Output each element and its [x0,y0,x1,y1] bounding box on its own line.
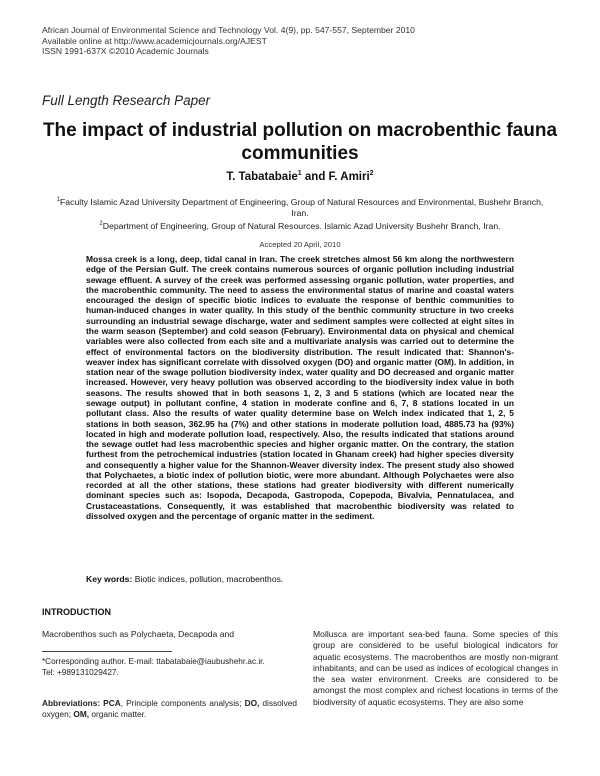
author-list [40,170,560,183]
affiliation-1-mark: 1 [56,197,60,203]
keywords [86,574,514,584]
journal-header [42,25,415,57]
journal-citation: African Journal of Environmental Science and Technology Vol. 4(9), pp. 547-557, September 2010 [42,25,415,35]
introduction-right-column: Mollusca are important sea-bed fauna. Some species of this group are considered to be useful biological indicators for aquatic ecosystems. The macrobenthos are mostly non-migrant inhabitants, and can be used as indices of ecological changes in the sea water environment. Creeks are considered to be amongst the most complex and richest locations in terms of the biodiversity of aquatic ecosystems. They are also some [313,629,558,707]
abbreviations-label: Abbreviations: [42,698,101,708]
introduction-left-column: Macrobenthos such as Polychaeta, Decapoda and [42,629,235,639]
footnote-phone: Tel: +989131029427. [42,667,119,677]
abbreviations [42,698,297,721]
author-1: T. Tabatabaie [226,170,298,183]
abbr-do-definition: dissolved oxygen; [42,698,297,720]
abbr-pca-definition: , Principle components analysis; [120,698,242,708]
author-separator: and [301,170,329,183]
abbr-pca: PCA [103,698,121,708]
affiliation-1-text: Faculty Islamic Azad University Department of Engineering, Group of Natural Resources and Environmental, Bushehr Branch, Iran. [59,196,544,218]
online-availability: Available online at http://www.academicjournals.org/AJEST [42,35,267,46]
affiliation-1 [52,195,548,219]
abbr-om: OM, [73,709,90,720]
author-2-affil-mark: 2 [369,170,374,177]
introduction-heading: INTRODUCTION [42,607,111,617]
author-1-affil-mark: 1 [297,170,302,177]
issn-line: ISSN 1991-637X ©2010 Academic Journals [42,46,209,57]
paper-type: Full Length Research Paper [42,93,211,108]
corresponding-author-footnote [42,657,297,679]
keywords-text: Biotic indices, pollution, macrobenthos. [132,574,284,584]
affiliation-2-mark: 2 [99,220,103,227]
abstract: Mossa creek is a long, deep, tidal canal in Iran. The creek stretches almost 56 km along the northwestern edge of the Persian Gulf. The creek contains numerous sources of organic pollution including industrial sewage effluent. A survey of the creek was performed assessing organic pollution, water properties, and the macrobenthic community. The need to assess the environmental status of marine and coastal waters encouraged the design of specific biotic indices to evaluate the response of benthic communities to human-induced changes in water quality. In this study of the benthic community structure in two creeks surrounding an industrial sewage discharge, water and sediment samples were collected at eight sites in the warm season (September) and cold season (February). Environmental data on physical and chemical variables were also collected from each site and a multivariate analysis was carried out to determine the effect of environmental factors on the biodiversity distribution. The result indicated that: Shannon's-weaver index has significant correlate with dissolved oxygen (DO) and organic matter (OM). In addition, in station near of the swage pollution biodiversity index, water quality and DO decreased and organic matter increased. However, very heavy pollution was observed according to the biodiversity index value in both seasons. The results showed that in both seasons 1, 2, 3 and 5 stations (which are located near the sewage output) in pollutant confine, 4 station in moderate confine and 6, 7, 8 stations located in un pollutant class. Also the results of water quality determine base on Welch index indicated that 1, 2, 5 stations in both season, 362.95 ha (7%) and other stations in moderate pollution load, 4885.73 ha (93%) located in high and moderate pollution load, respectively. Also, the results indicated that stations around the sewage outlet had less macrobenthic species and higher organic matter. On the contrary, the station furthest from the petrochemical industries (station located in Ghanam creek) had higher species diversity and consequently a higher value for the Shannon-Weaver diversity index. The present study also showed that Polychaetes, a biotic index of pollution biotic, were more abundant. Although Polychaetes were also recorded at all the other stations, these stations had greater biodiversity with different numerically dominant species such as: Isopoda, Decapoda, Gastropoda, Copepoda, Bivalvia, Pennatulacea, and Crustaceastations. Consequently, it was established that macrobenthic biodiversity was related to dissolved oxygen and the percentage of organic matter in the sediment. [86,254,514,522]
abbr-do: DO, [244,698,260,708]
paper-title: The impact of industrial pollution on macrobenthic fauna communities [42,120,558,164]
keywords-label: Key words: [86,574,133,584]
accepted-date: Accepted 20 April, 2010 [259,240,341,249]
affiliation-2 [52,219,548,232]
footnote-email: *Corresponding author. E-mail: ttabatabaie@iaubushehr.ac.ir. [42,657,265,666]
author-2: F. Amiri [328,170,370,183]
affiliations [52,195,548,232]
affiliation-2-text: Department of Engineering, Group of Natural Resources. Islamic Azad University Bushehr Branch, Iran. [102,220,501,231]
abbr-om-definition: organic matter. [89,709,147,720]
footnote-divider [42,651,172,652]
